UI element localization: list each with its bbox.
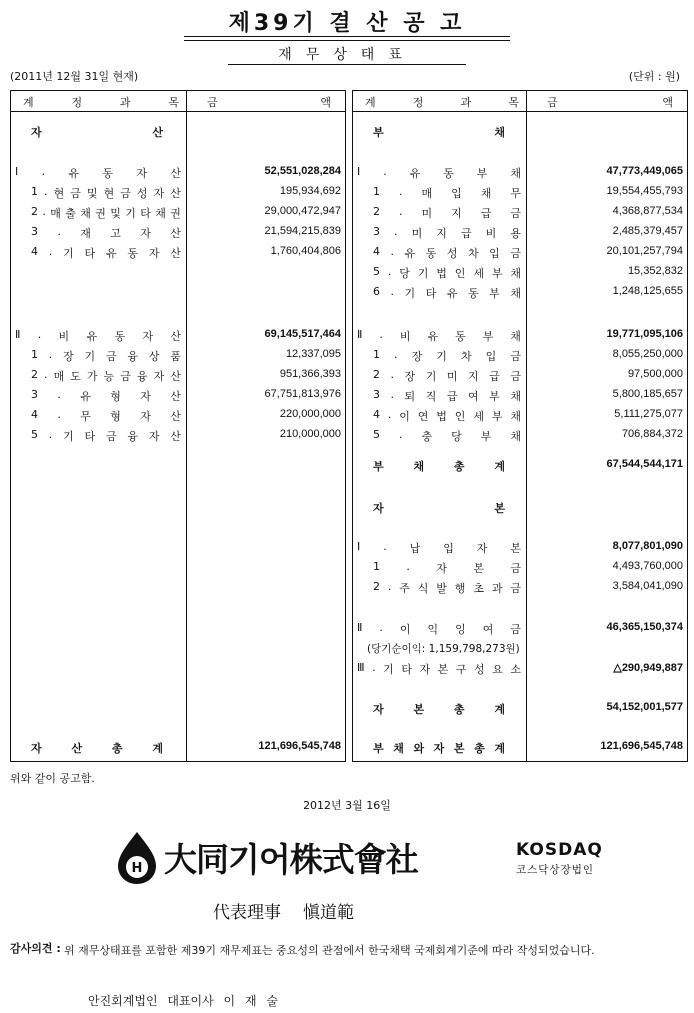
- table-row: [353, 425, 687, 445]
- total-row: [11, 737, 345, 757]
- amount-value: 46,365,150,374: [606, 621, 683, 633]
- ceo-name: 愼道範: [303, 903, 354, 923]
- table-row: [353, 557, 687, 577]
- amount-value: 19,771,095,106: [606, 328, 683, 340]
- table-row: [11, 202, 345, 222]
- amount-value: 21,594,215,839: [264, 225, 341, 237]
- net-income-note: (당기순이익: 1,159,798,273원): [367, 643, 520, 655]
- amount-value: 5,111,275,077: [614, 408, 683, 420]
- header-divider: [353, 111, 687, 112]
- unit-note: (단위 : 원): [628, 70, 680, 83]
- table-row: [353, 242, 687, 262]
- audit-label: 감사의견 :: [10, 942, 61, 955]
- account-label: Ⅰ . 납 입 자 본: [357, 540, 521, 555]
- title-underline: [184, 36, 510, 41]
- table-row: [353, 405, 687, 425]
- closing-statement: 위와 같이 공고함.: [10, 772, 95, 785]
- liabilities-equity-ledger: [352, 90, 688, 762]
- account-label: Ⅱ . 비 유 동 부 채: [357, 328, 521, 343]
- amount-value: 706,884,372: [621, 428, 683, 440]
- section-row: [353, 497, 687, 517]
- section-label: 자 본: [373, 502, 505, 515]
- date-note: (2011년 12월 31일 현재): [10, 70, 139, 83]
- subtotal-row: [11, 162, 345, 182]
- account-label: 5 . 당 기 법 인 세 부 채: [373, 265, 521, 280]
- account-label: 4 . 무 형 자 산: [31, 408, 181, 423]
- amount-value: 4,493,760,000: [612, 560, 683, 572]
- listing-badge: KOSDAQ: [516, 840, 603, 860]
- ceo-signature: [213, 898, 376, 923]
- amount-header: 금 액: [547, 96, 673, 109]
- table-row: [353, 182, 687, 202]
- account-label: 1 . 장 기 차 입 금: [373, 348, 521, 363]
- amount-value: 12,337,095: [285, 348, 341, 360]
- company-signature: [114, 828, 634, 888]
- account-label: 자 본 총 계: [373, 703, 505, 716]
- account-label: 자 산 총 계: [31, 742, 163, 755]
- table-row: [353, 282, 687, 302]
- amount-value: 20,101,257,794: [606, 245, 683, 257]
- table-row: [11, 222, 345, 242]
- title: 제39기 결 산 공 고: [228, 11, 466, 36]
- table-row: [11, 385, 345, 405]
- account-label: Ⅱ . 이 익 잉 여 금: [357, 621, 521, 636]
- amount-value: 195,934,692: [279, 185, 341, 197]
- account-header: 계 정 과 목: [23, 96, 179, 109]
- company-name: 大同기어株式會社: [164, 840, 418, 879]
- table-row: [11, 242, 345, 262]
- header-divider: [11, 111, 345, 112]
- subtotal-row: [353, 325, 687, 345]
- amount-value: 5,800,185,657: [612, 388, 683, 400]
- section-label: 자 산: [31, 126, 163, 139]
- amount-value: 1,760,404,806: [270, 245, 341, 257]
- ceo-title: 代表理事: [213, 903, 281, 923]
- section-row: [353, 121, 687, 141]
- subtotal-row: [353, 658, 687, 678]
- account-label: 1 . 장 기 금 융 상 품: [31, 348, 181, 363]
- account-label: 5 . 충 당 부 채: [373, 428, 521, 443]
- amount-value: 97,500,000: [627, 368, 683, 380]
- account-label: Ⅰ . 유 동 자 산: [15, 165, 181, 180]
- amount-value: 121,696,545,748: [600, 740, 683, 752]
- table-row: [353, 345, 687, 365]
- account-header: 계 정 과 목: [365, 96, 519, 109]
- company-logo-icon: [114, 830, 160, 886]
- total-row: [353, 455, 687, 475]
- amount-value: 3,584,041,090: [612, 580, 683, 592]
- amount-value: 210,000,000: [279, 428, 341, 440]
- table-row: [353, 222, 687, 242]
- table-row: [11, 365, 345, 385]
- amount-value: 8,077,801,090: [612, 540, 683, 552]
- table-row: [353, 577, 687, 597]
- account-label: 1 . 자 본 금: [373, 560, 521, 575]
- subtitle: 재무상태표: [278, 47, 416, 63]
- amount-value: 54,152,001,577: [606, 701, 683, 713]
- account-label: 2 . 주 식 발 행 초 과 금: [373, 580, 521, 595]
- account-label: 1 . 현 금 및 현 금 성 자 산: [31, 185, 181, 200]
- account-label: 4 . 유 동 성 차 입 금: [373, 245, 521, 260]
- subtotal-row: [353, 537, 687, 557]
- account-label: Ⅰ . 유 동 부 채: [357, 165, 521, 180]
- amount-value: 8,055,250,000: [612, 348, 683, 360]
- account-label: 3 . 미 지 급 비 용: [373, 225, 521, 240]
- amount-value: 69,145,517,464: [264, 328, 341, 340]
- table-row: [11, 405, 345, 425]
- table-row: [11, 345, 345, 365]
- subtitle-underline: [228, 64, 466, 65]
- account-label: 3 . 퇴 직 급 여 부 채: [373, 388, 521, 403]
- amount-value: 2,485,379,457: [612, 225, 683, 237]
- section-row: [11, 121, 345, 141]
- amount-value: 67,544,544,171: [606, 458, 683, 470]
- listing-subtitle: 코스닥상장법인: [516, 864, 595, 876]
- account-label: 5 . 기 타 금 융 자 산: [31, 428, 181, 443]
- account-label: Ⅱ . 비 유 동 자 산: [15, 328, 181, 343]
- logo-letter: H: [131, 861, 143, 876]
- account-label: 2 . 장 기 미 지 급 금: [373, 368, 521, 383]
- amount-value: 1,248,125,655: [612, 285, 683, 297]
- account-label: 6 . 기 타 유 동 부 채: [373, 285, 521, 300]
- account-label: 2 . 미 지 급 금: [373, 205, 521, 220]
- note-row: [353, 638, 687, 658]
- account-label: 부 채 와 자 본 총 계: [373, 742, 505, 755]
- amount-value: 29,000,472,947: [264, 205, 341, 217]
- amount-header: 금 액: [207, 96, 331, 109]
- account-label: 부 채 총 계: [373, 460, 505, 473]
- account-label: 4 . 기 타 유 동 자 산: [31, 245, 181, 260]
- subtotal-row: [353, 162, 687, 182]
- amount-value: 15,352,832: [627, 265, 683, 277]
- amount-value: 47,773,449,065: [606, 165, 683, 177]
- amount-value: △290,949,887: [613, 662, 683, 674]
- audit-opinion: 위 재무상태표를 포함한 제39기 재무제표는 중요성의 관점에서 한국채택 국제회계기준에 따라 작성되었습니다.: [64, 944, 595, 957]
- amount-value: 67,751,813,976: [264, 388, 341, 400]
- amount-value: 52,551,028,284: [264, 165, 341, 177]
- table-row: [353, 365, 687, 385]
- publication-date: 2012년 3월 16일: [303, 799, 391, 812]
- account-label: 1 . 매 입 채 무: [373, 185, 521, 200]
- account-label: Ⅲ . 기 타 자 본 구 성 요 소: [357, 661, 521, 676]
- amount-value: 4,368,877,534: [612, 205, 683, 217]
- amount-value: 220,000,000: [279, 408, 341, 420]
- table-row: [353, 202, 687, 222]
- account-label: 2 . 매 도 가 능 금 융 자 산: [31, 368, 181, 383]
- amount-value: 951,366,393: [279, 368, 341, 380]
- account-label: 3 . 유 형 자 산: [31, 388, 181, 403]
- account-label: 4 . 이 연 법 인 세 부 채: [373, 408, 521, 423]
- total-row: [353, 698, 687, 718]
- subtotal-row: [353, 618, 687, 638]
- subtotal-row: [11, 325, 345, 345]
- table-row: [11, 425, 345, 445]
- table-row: [353, 262, 687, 282]
- assets-ledger: [10, 90, 346, 762]
- table-row: [353, 385, 687, 405]
- account-label: 3 . 재 고 자 산: [31, 225, 181, 240]
- table-row: [11, 182, 345, 202]
- section-label: 부 채: [373, 126, 505, 139]
- amount-value: 121,696,545,748: [258, 740, 341, 752]
- amount-value: 19,554,455,793: [606, 185, 683, 197]
- auditor-signature: 안진회계법인 대표이사 이 재 술: [88, 994, 278, 1008]
- grand-total-row: [353, 737, 687, 757]
- account-label: 2 . 매 출 채 권 및 기 타 채 권: [31, 205, 181, 220]
